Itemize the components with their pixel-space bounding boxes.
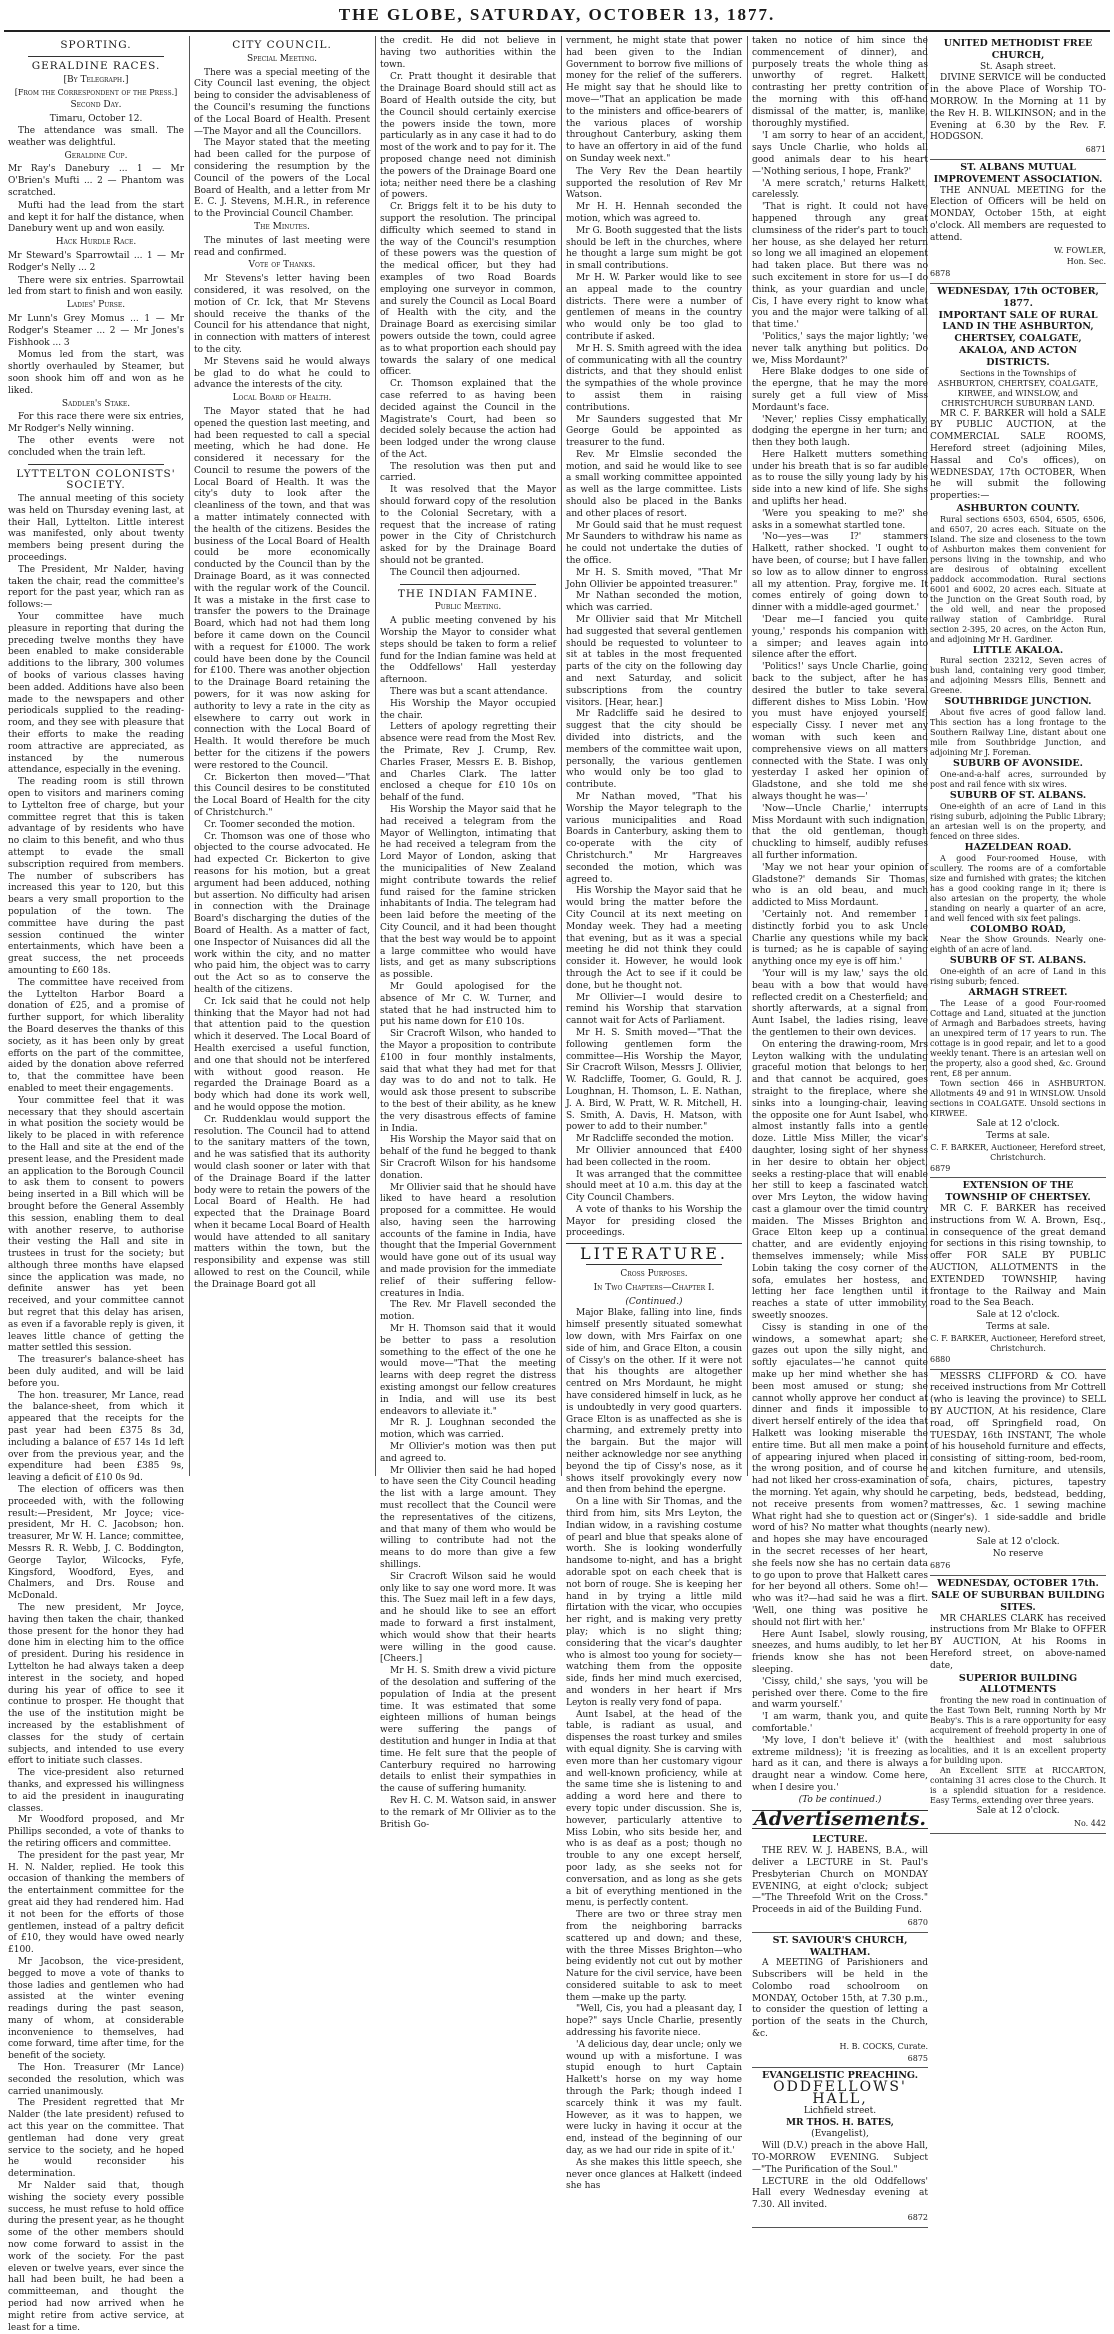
sale-terms: Terms at sale. [986, 1322, 1050, 1333]
lot-heading: SUBURB OF AVONSIDE. [953, 758, 1083, 770]
lot-text: Town section 466 in ASHBURTON. Allotments 49 and 91 in WINSLOW. Unsold sections in COALGATE. Unsold sections in KIRWEE. [930, 1079, 1106, 1119]
paragraph: 'No—yes—was I?' stammers Halkett, rather shocked. 'I ought to have been, of course; but I have fallen so low as to allow dinner to engross all my attention. Pray, forgive me. It comes entirely of going down to dinner with a middle-aged gourmet.' [752, 532, 928, 614]
section-heading: THE INDIAN FAMINE. [397, 587, 539, 600]
paragraph: Mr Gould apologised for the absence of Mr C. W. Turner, and stated that he had instructed him to put his name down for £10 10s. [380, 981, 556, 1028]
paragraph: His Worship the Mayor said that he had received a telegram from the Mayor of Wellington, intimating that he had received a telegram from the Lord Mayor of London, asking that the municipalities of New Zealand might contribute towards the relief fund raised for the famine stricken inhabitants of India. The telegram had been laid before the meeting of the City Council, and it had been thought that the best way would be to appoint a large committee who would have lists, and get as many subscriptions as possible. [380, 805, 556, 981]
paragraph: Your committee have much pleasure in reporting that during the preceding twelve months they have been enabled to make considerable additions to the library, 300 volumes of books of various classes having been added. Additions have also been made to the newspapers and other periodicals supplied to the reading-room, and they see with pleasure that their efforts to make the reading room attractive are appreciated, as instanced by the numerous attendance, especially in the evening. [8, 612, 184, 776]
divider [28, 464, 164, 465]
column-story-continued [752, 36, 928, 2223]
paragraph: 'A delicious day, dear uncle; only we wound up with a misfortune. I was stupid enough to hurt Captain Halkett's horse on my way home through the Park; though indeed I scarcely think it was my fault. However, as it was to happen, we were lucky in having it occur at the end, instead of the beginning of our day, as we had our ride in spite of it.' [566, 2039, 742, 2157]
column-rule [747, 36, 748, 1476]
paragraph: The Mayor stated that the meeting had been called for the purpose of considering the resumption by the Council of the powers of the Local Board of Health, and a letter from Mr E. C. J. Stevens, M.H.R., in reference to the Provincial Council Chamber. [194, 138, 370, 220]
paragraph: Mr Nathan seconded the motion, which was carried. [566, 591, 742, 614]
ad-title: SALE OF SUBURBAN BUILDING SITES. [931, 1589, 1105, 1613]
race-results: Mr Lunn's Grey Momus ... 1 — Mr Rodger's Steamer ... 2 — Mr Jones's Fishhook ... 3 [8, 313, 184, 348]
ad-evangelistic [752, 2068, 928, 2227]
ad-title: EVANGELISTIC PREACHING. [761, 2070, 919, 2082]
ad-text: THE ANNUAL MEETING for the Election of Officers will be held on MONDAY, October 15th, at eight o'clock. All members are requested to attend. [930, 185, 1106, 243]
day-label: Second Day. [70, 100, 122, 111]
paragraph: On entering the drawing-room, Mrs Leyton walking with the undulating graceful motion that belongs to her, and that cannot be acquired, goes straight to the fireplace, where she sinks into a lounging-chair, leaving the opposite one for Aunt Isabel, who almost instantly falls into a gentle doze. Little Miss Miller, the vicar's daughter, losing sight of her shyness in her desire to obtain her object, seeks a resting-place that will enable her still to keep a fascinated watch over Mrs Leyton, the widow having cast a glamour over the timid country maiden. The Misses Brighton and Grace Elton keep up a continual chatter, and are evidently enjoying themselves immensely; while Miss Lobin taking the cosy corner of the sofa, emulates her hostess, and letting her face lengthen until it reaches a state of utter immobility, sweetly snoozes. [752, 1039, 928, 1322]
story-continued: (Continued.) [625, 1296, 683, 1307]
paragraph: Cr. Ick said that he could not help thinking that the Mayor had not had that attention paid to the question which it deserved. The Local Board of Health exercised a useful function, and one that should not be interfered with without good reason. He regarded the Drainage Board as a body which had done its work well, and he would oppose the motion. [194, 996, 370, 1113]
paragraph: There was a special meeting of the City Council last evening, the object being to consider the advisableness of the Council's resuming the functions of the Local Board of Health. Present—The Mayor and all the Councillors. [194, 67, 370, 137]
paragraph: 'Cissy, child,' she says, 'you will be perished over there. Come to the fire and warm yourself.' [752, 1676, 928, 1711]
paragraph: The reading room is still thrown open to visitors and mariners coming to Lyttelton free of charge, but your committee regret that this is taken advantage of by residents who have no claim to this benefit, and who thus attempt to evade the small subscription required from members. The number of subscribers has increased this year to 120, but this bears a very small proportion to the population of the town. The committee have during the past session continued the winter entertainments, which have been a great success, the net proceeds amounting to £60 18s. [8, 777, 184, 976]
paragraph: As she makes this little speech, she never once glances at Halkett (indeed she has [566, 2157, 742, 2192]
dateline: Timaru, October 12. [49, 114, 143, 125]
paragraph: Mr G. Booth suggested that the lists should be left in the churches, where he thought a large sum might be got in small contributions. [566, 225, 742, 272]
ad-text: MR C. F. BARKER will hold a SALE BY PUBLIC AUCTION, at the COMMERCIAL SALE ROOMS, Hereford street (adjoining Miles, Hassal and Co's offices), on WEDNESDAY, 17th OCTOBER, When he will submit the following properties:— [930, 408, 1106, 502]
divider [400, 584, 536, 585]
paragraph: Mr Ollivier then said he had hoped to have seen the City Council heading the list with a large amount. They must recollect that the Council were the representatives of the citizens, and that many of them who would be willing to contribute had not the means to do more than give a few shillings. [380, 1465, 556, 1570]
paragraph: Mr H. S. Smith drew a vivid picture of the desolation and suffering of the population of India at the present time. It was estimated that some eighteen millions of human beings were suffering the pangs of destitution and hunger in India at that time. He felt sure that the people of Canterbury required no harrowing details to enlist their sympathies in the cause of suffering humanity. [380, 1666, 556, 1795]
paragraph: Mr Gould said that he must request Mr Saunders to withdraw his name as he could not undertake the duties of the office. [566, 520, 742, 567]
race-results: Mr Steward's Sparrowtail ... 1 — Mr Rodger's Nelly ... 2 [8, 250, 184, 273]
ad-lecture [752, 1832, 928, 1932]
paragraph: The resolution was then put and carried. [380, 461, 556, 484]
paragraph: Letters of apology regretting their absence were read from the Most Rev. the Primate, Rev J. Crump, Rev. Charles Fraser, Messrs E. B. Bishop, and Charles Clark. The latter enclosed a cheque for £10 10s on behalf of the fund. [380, 722, 556, 804]
paragraph: Here Aunt Isabel, slowly rousing, sneezes, and hums audibly, to let her friends know she has not been sleeping. [752, 1629, 928, 1675]
ad-text: A MEETING of Parishioners and Subscribers will be held in the Colombo road schoolroom on MONDAY, October 15th, at 7.30 p.m., to consider the question of letting a portion of the seats in the Church, &c. [752, 1958, 928, 2040]
paragraph: The Hon. Treasurer (Mr Lance) seconded the resolution, which was carried unanimously. [8, 2063, 184, 2097]
paragraph: "Well, Cis, you had a pleasant day, I hope?" says Uncle Charlie, presently addressing his favorite niece. [566, 2004, 742, 2039]
lot-text: One-and-a-half acres, surrounded by post and rail fence with six wires. [930, 770, 1106, 790]
ad-signature: H. B. COCKS, Curate. [839, 2041, 928, 2051]
ad-number: 6875 [907, 2053, 928, 2063]
race-heading: Hack Hurdle Race. [55, 237, 137, 248]
paragraph: 'Were you speaking to me?' she asks in a somewhat startled tone. [752, 508, 928, 531]
paragraph: Cissy is standing in one of the windows, a somewhat apart; she gazes out upon the silly night, and softly ejaculates—'he cannot quite make up her mind whether she has been most amused or stung; she cannot wholly approve her conduct at dinner and finds it impossible to divert herself entirely of the idea that Halkett was looking miserable the entire time. But all men make a point of appearing injured when placed in the wrong position, and of course he had not liked her cross-examination of the morning. Yet again, why should he not receive presents from women? What right had she to question act or word of his? No matter what thoughts and hopes she may have encouraged in the secret recesses of her heart, she feels now she has no certain data to go upon to prove that Halkett cares for her beyond all others. Some oh!—who was it?—had said he was a flirt. 'Well, one thing was positive he should not flirt with her.' [752, 1322, 928, 1628]
lot-heading: SUBURB OF ST. ALBANS. [949, 955, 1087, 967]
paragraph: Your committee feel that it was necessary that they should ascertain in what position the society would be likely to be placed in with reference to the Hall and site at the end of the present lease, and the President made an application to the Borough Council to ask them to consent to powers being inserted in a Bill which will be brought before the General Assembly this session, enabling them to deal with another reserve, to authorise their vesting the Hall and site in trustees in trust for the society; but although three months have elapsed since the application was made, no definite answer has yet been received, and your committee cannot but regret that this delay has arisen, as even if a favorable reply is given, it leaves little chance of getting the matter settled this session. [8, 1095, 184, 1354]
paragraph: Mr Ollivier's motion was then put and agreed to. [380, 1442, 556, 1464]
section-subheading: GERALDINE RACES. [31, 59, 161, 72]
lot-text: An Excellent SITE at RICCARTON, containing 31 acres close to the Church. It is a splendid situation for a residence. Easy Terms, extending over three years. [930, 1766, 1106, 1806]
lot-text: One-eighth of an acre of Land in this rising suburb, adjoining the Public Library; an artesian well is on the property, and fenced on three sides. [930, 801, 1106, 841]
race-heading: Saddler's Stake. [61, 398, 131, 409]
sale-terms: Terms at sale. [986, 1130, 1050, 1141]
section-subheading: Public Meeting. [434, 602, 502, 613]
ad-title: ST. ALBANS MUTUAL IMPROVEMENT ASSOCIATION. [933, 161, 1103, 185]
ad-subtitle: Sections in the Townships of ASHBURTON, CHERTSEY, COALGATE, KIRWEE, and WINSLOW, and CHRISTCHURCH SUBURBAN LAND. [937, 368, 1099, 408]
paragraph: Here Blake dodges to one side of the epergne, that he may the more surely get a full view of Miss Mordaunt's face. [752, 367, 928, 413]
paragraph: Cr. Thomson was one of those who objected to the course advocated. He had expected Cr. Bickerton to give reasons for his motion, but a great argument had been adduced, nothing but assertion. No difficulty had arisen in connection with the Drainage Board's discharging the duties of the Board of Health. As a matter of fact, one Inspector of Nuisances did all the work within the city, and no matter who paid him, the object was to carry out the Act so as to conserve the health of the citizens. [194, 831, 370, 995]
subsection-heading: Local Board of Health. [232, 393, 332, 404]
paragraph: Mr H. W. Parker would like to see an appeal made to the country districts. There were a number of gentlemen of means in the country who would only be too glad to contribute if asked. [566, 272, 742, 342]
ad-suburban-sites [930, 1576, 1106, 1834]
race-heading: Ladies' Purse. [66, 300, 126, 311]
paragraph: The Council then adjourned. [390, 567, 521, 578]
paragraph: The president for the past year, Mr H. N. Nalder, replied. He took this occasion of thanking the members of the entertainment committee for the great aid they had rendered him. Had it not been for the efforts of those gentlemen, instead of a paltry deficit of £10, they would have owed nearly £100. [8, 1850, 184, 1956]
paragraph: vernment, he might state that power had been given to the Indian Government to borrow five millions of money for the relief of the sufferers. He might say that he should like to move—"That an application be made to the ministers and office-bearers of the various places of worship throughout Canterbury, asking them to have an offertory in aid of the fund on Sunday week next." [566, 36, 742, 164]
paragraph: The new president, Mr Joyce, having then taken the chair, thanked those present for the honor they had done him in electing him to the office of president. During his residence in Lyttelton he had always taken a deep interest in the society, and hoped during his year of office to see it continue to prosper. He thought that the use of the institution might be increased by the establishment of classes for the study of certain subjects, and intended to use every effort to initiate such classes. [8, 1603, 184, 1767]
ad-address: Lichfield street. [803, 2105, 877, 2116]
paragraph: Mr Saunders suggested that Mr George Gould be appointed as treasurer to the fund. [566, 414, 742, 449]
masthead [0, 0, 1114, 32]
sale-time: Sale at 12 o'clock. [976, 1310, 1060, 1321]
ad-role: Hon. Sec. [1066, 257, 1106, 267]
paragraph: Mr Radcliffe seconded the motion. [576, 1134, 734, 1145]
paragraph: There was but a scant attendance. [390, 687, 548, 698]
paragraph: Mr H. S. Smith moved—"That the following gentlemen form the committee—His Worship the Mayor, Sir Cracroft Wilson, Messrs J. Ollivier, W. Radcliffe, Toomer, G. Gould, R. J. Loughnan, H. Thomson, L. E. Nathan, J. A. Bird, W. Pratt, W. R. Mitchell, H. S. Smith, A. Davis, H. Matson, with power to add to their number." [566, 1027, 742, 1133]
paragraph: Here Halkett mutters something under his breath that is so far audible as to rouse the silly young lady by his side into a new kind of life. She sighs and uplifts her head. [752, 449, 928, 508]
paragraph: Rev. Mr Elmslie seconded the motion, and said he would like to see a small working committee appointed as well as the large committee. Lists should also be placed in the Banks and other places of resort. [566, 449, 742, 519]
ad-number: 6880 [930, 1354, 951, 1364]
paragraph: For this race there were six entries, Mr Rodger's Nelly winning. [8, 412, 184, 435]
sale-time: Sale at 12 o'clock. [976, 1536, 1060, 1547]
ad-number: 6872 [907, 2213, 928, 2223]
paragraph: Cr. Ruddenklau would support the resolution. The Council had to attend to the sanitary matters of the town, and he was satisfied that its authority would clash sooner or later with that of the Drainage Board if the latter body were to retain the powers of the Local Board of Health. He had expected that the Drainage Board when it became Local Board of Health would have attended to all sanitary matters within the town, but the responsibility and expense was still allowed to rest on the Council, while the Drainage Board got all [194, 1114, 370, 1290]
paragraph: Mr Stevens's letter having been considered, it was resolved, on the motion of Cr. Ick, that Mr Stevens should receive the thanks of the Council for his attendance that night, in connection with matters of interest to the city. [194, 274, 370, 355]
paragraph: the credit. He did not believe in having two authorities within the town. [380, 36, 556, 70]
ad-date: WEDNESDAY, 17th OCTOBER, 1877. [937, 285, 1099, 309]
lot-heading: SUPERIOR BUILDING ALLOTMENTS [958, 1672, 1078, 1696]
paragraph: 'Politics!' says Uncle Charlie, going back to the subject, after he has desired the butler to take several different dishes to Miss Lobin. 'How you must have enjoyed yourself; especially Cissy. I never met any woman with such keen and comprehensive views on all matters connected with the State. I was only yesterday I asked her opinion of Gladstone, and she told me she always thought he was—' [752, 662, 928, 802]
paragraph: The hon. treasurer, Mr Lance, read the balance-sheet, from which it appeared that the receipts for the past year had been £375 8s 3d, including a balance of £57 14s 1d left over from the previous year, and the expenditure had been £385 9s, leaving a deficit of £10 0s 9d. [8, 1390, 184, 1484]
section-heading: LITERATURE. [580, 1244, 728, 1264]
paragraph: Cr. Pratt thought it desirable that the Drainage Board should still act as Board of Health outside the city, but the Council should certainly exercise the powers inside the town, more particularly as in any case it had to do most of the work and to pay for it. The proposed change need not diminish the powers of the Drainage Board one iota; neither need there be a clashing of powers. [380, 72, 557, 201]
race-heading: Geraldine Cup. [64, 150, 128, 161]
column-sporting [8, 36, 184, 2333]
paragraph: Mufti had the lead from the start and kept it for half the distance, when Danebury went up and won easily. [8, 200, 184, 235]
ad-title: EXTENSION OF THE TOWNSHIP OF CHERTSEY. [945, 1180, 1091, 1204]
source-line: [From the Correspondent of the Press.] [14, 88, 178, 98]
ad-venue: ODDFELLOWS' HALL, [773, 2079, 907, 2108]
section-subheading: Special Meeting. [247, 53, 317, 64]
paragraph: 'My love, I don't believe it' (with extreme mildness); 'it is freezing as hard as it can, and there is always a draught near a window. Come here, when I desire you.' [752, 1735, 928, 1793]
paragraph: 'Never,' replies Cissy emphatically, dodging the epergne in her turn; and then they both laugh. [752, 414, 928, 449]
divider [28, 56, 164, 57]
byline: [By Telegraph.] [63, 74, 129, 85]
subsection-heading: The Minutes. [254, 221, 310, 232]
paragraph: Cr. Bickerton then moved—"That this Council desires to be constituted the Local Board of Health for the city of Christchurch." [194, 772, 370, 818]
divider [586, 1264, 722, 1265]
ad-methodist [930, 36, 1106, 160]
paragraph: A public meeting convened by his Worship the Mayor to consider what steps should be taken to form a relief fund for the Indian famine was held at the Oddfellows' Hall yesterday afternoon. [380, 616, 556, 686]
paragraph: 'Now—Uncle Charlie,' interrupts Miss Mordaunt with such indignation, that the old gentleman, though chuckling to himself, audibly refuses all further information. [752, 803, 928, 861]
masthead-rule [4, 30, 1110, 32]
advertisements-heading: Advertisements. [753, 1807, 927, 1830]
paragraph: There were six entries. Sparrowtail led from start to finish and won easily. [8, 275, 184, 298]
paragraph: His Worship the Mayor said that on behalf of the fund he begged to thank Sir Cracroft Wilson for his handsome donation. [380, 1135, 556, 1181]
ad-text: MESSRS CLIFFORD & CO. have received instructions from Mr Cottrell (who is leaving the province) to SELL BY AUCTION, At his residence, Clare road, off Springfield road, On TUESDAY, 16th INSTANT, The whole of his household furniture and effects, consisting of sitting-room, bed-room, and kitchen furniture, and utensils, sofa, chairs, pictures, tapestry carpeting, beds, bedstead, bedding, mattresses, &c. 1 sewing machine (Singer's). 1 side-saddle and bridle (nearly new). [930, 1371, 1106, 1535]
subsection-heading: Vote of Thanks. [248, 260, 316, 271]
ad-date: WEDNESDAY, OCTOBER 17th. [937, 1578, 1099, 1590]
paragraph: Mr Radcliffe said he desired to suggest that the city should be divided into districts, and the members of the committee wait upon, personally, the various gentlemen who would only be too glad to contribute. [566, 709, 742, 791]
lot-text: A good Four-roomed House, with scullery. The rooms are of a comfortable size and furnished with grates; the kitchen has a good cooking range in it; there is also artesian on the property, the whole standing on nearly a quarter of an acre, and well fenced with six feet palings. [930, 853, 1106, 923]
ad-text: LECTURE in the old Oddfellows' Hall every Wednesday evening at 7.30. All invited. [752, 2176, 928, 2211]
paragraph: 'Politics,' says the major lightly; 'we never talk anything but politics. Do we, Miss Mordaunt?' [752, 331, 928, 366]
paragraph: Sir Cracroft Wilson said he would only like to say one word more. It was this. The Suez mail left in a few days, and he should like to see an effort made to forward a first instalment, which would show that their hearts were willing in the good cause. [Cheers.] [380, 1571, 556, 1665]
paragraph: Momus led from the start, was shortly overhauled by Steamer, but soon shook him off and won as he liked. [8, 350, 184, 396]
ad-number: 6870 [907, 1917, 928, 1927]
paragraph: Mr Ollivier—I would desire to remind his Worship that starvation cannot wait for Acts of Parliament. [566, 992, 742, 1027]
paragraph: Mr H. H. Hennah seconded the motion, which was agreed to. [566, 202, 742, 224]
paragraph: On a line with Sir Thomas, and the third from him, sits Mrs Leyton, the Indian widow, in a ravishing costume of pearl and blue that speaks alone of worth. She is looking wonderfully handsome to-night, and has a bright adorable spot on each cheek that is not born of rouge. She is keeping her hand in by trying a little mild flirtation with the vicar, who occupies her right, and is making very pretty play; which is no slight thing; considering that the vicar's daughter who is almost too young for society—watching them from the opposite side, finds her mind much exercised, and wonders in her heart if Mrs Leyton is really very fond of papa. [566, 1497, 742, 1708]
paragraph: Mr Ollivier said that he should have liked to have heard a resolution proposed for a committee. He would also, having seen the harrowing accounts of the famine in India, have thought that the Imperial Government would have gone out of its usual way and made provision for the immediate relief of their suffering fellow-creatures in India. [380, 1182, 556, 1299]
ad-number: 6878 [930, 269, 951, 279]
lot-heading: LITTLE AKALOA. [972, 644, 1064, 656]
ad-st-saviours [752, 1933, 928, 2069]
ad-address: St. Asaph street. [979, 61, 1057, 72]
paragraph: Mr Nalder said that, though wishing the society every possible success, he must refuse to hold office during the present year, as he thought some of the other members should now come forward to assist in the work of the society. For the past eleven or twelve years, ever since the hall had been built, he had been a committeeman, and thought the period had now arrived when he might retire from active service, at least for a time. [8, 2181, 184, 2333]
paragraph: The Very Rev the Dean heartily supported the resolution of Rev Mr Watson. [566, 166, 742, 201]
paragraph: It was resolved that the Mayor should forward copy of the resolution to the Colonial Secretary, with a request that the increase of rating power in the City of Christchurch asked for by the Drainage Board should not be granted. [380, 485, 556, 567]
paragraph: 'Certainly not. And remember I distinctly forbid you to ask Uncle Charlie any questions while my back is turned; as he is capable of saying anything once my eye is off him.' [752, 909, 928, 968]
ad-signature: C. F. BARKER, Auctioneer, Hereford street, Christchurch. [930, 1142, 1106, 1162]
lot-text: About five acres of good fallow land. This section has a long frontage to the Southern Railway Line, distant about one mile from Southbridge Junction, and adjoining Mr J. Foreman. [930, 708, 1106, 758]
ad-text: Will (D.V.) preach in the above Hall, TO-MORROW EVENING. Subject—"The Purification of the Soul." [752, 2141, 928, 2175]
ad-title: LECTURE. [812, 1834, 868, 1846]
paragraph: Mr H. S. Smith agreed with the idea of communicating with all the country districts, and that they should enlist the sympathies of the whole province to assist them in raising contributions. [566, 343, 742, 413]
paragraph: 'I am warm, thank you, and quite comfortable.' [752, 1712, 928, 1734]
sale-time: Sale at 12 o'clock. [976, 1119, 1060, 1130]
lot-text: The Lease of a good Four-roomed Cottage and Land, situated at the junction of Armagh and Barbadoes streets, having an unexpired term of 17 years to run. The cottage is in good repair, and let to a good weekly tenant. There is an artesian well on the property, also a good shed, &c. Ground rent, £8 per annum. [930, 999, 1106, 1079]
paragraph: The annual meeting of this society was held on Thursday evening last, at their Hall, Lyttelton. Little interest was manifested, only about twenty members being present during the proceedings. [8, 494, 184, 564]
paragraph: 'May we not hear your opinion of Gladstone?' demands Sir Thomas, who is an old beau, and much addicted to Miss Mordaunt. [752, 862, 928, 909]
paragraph: A vote of thanks to his Worship the Mayor for presiding closed the proceedings. [566, 1204, 742, 1239]
lot-text: Near the Show Grounds. Nearly one-eighth of an acre of land. [930, 935, 1106, 955]
paragraph: The President, Mr Nalder, having taken the chair, read the committee's report for the past year, which ran as follows:— [8, 564, 184, 611]
paragraph: taken no notice of him since the commencement of dinner), and purposely treats the whole thing as unworthy of regret. Halkett, contrasting her pretty contrition of the morning with this off-hand dismissal of the matter, is, manlike, thoroughly mystified. [752, 36, 928, 129]
ad-title: ST. SAVIOUR'S CHURCH, WALTHAM. [772, 1934, 908, 1958]
paragraph: Rev H. C. M. Watson said, in answer to the remark of Mr Ollivier as to the British Go- [380, 1795, 556, 1830]
paragraph: The minutes of last meeting were read and confirmed. [194, 235, 370, 258]
ad-text: DIVINE SERVICE will be conducted in the above Place of Worship TO-MORROW. In the Morning at 11 by the Rev H. B. WILKINSON; and in the Evening at 6.30 by the Rev. F. HODGSON. [930, 73, 1106, 143]
ad-rural-land-sale [930, 284, 1106, 1179]
ad-title: IMPORTANT SALE OF RURAL LAND IN THE ASHBURTON, CHERTSEY, COALGATE, AKALOA, AND ACTON DISTRICTS. [938, 309, 1098, 368]
ad-number: 6879 [930, 1163, 951, 1173]
paragraph: Mr Jacobson, the vice-president, begged to move a vote of thanks to those ladies and gentlemen who had assisted at the winter evening readings during the past season, many of whom, at considerable inconvenience to themselves, had come forward, time after time, for the benefit of the society. [8, 1956, 184, 2062]
paragraph: 'Dear me—I fancied you quite young,' responds his companion with a simper; and leaves again into silence after the effort. [752, 615, 928, 661]
paragraph: His Worship the Mayor occupied the chair. [380, 698, 556, 721]
paragraph: Mr Stevens said he would always be glad to do what he could to advance the interests of the city. [194, 356, 370, 391]
to-be-continued: (To be continued.) [798, 1794, 882, 1805]
paragraph: There are two or three stray men from the neighboring barracks scattered up and down; and these, with the three Misses Brighton—who being evidently not cut out by mother Nature for the civil service, have been considered suitable to ask to meet them —make up the party. [566, 1910, 742, 2003]
paragraph: Mr R. J. Loughnan seconded the motion, which was carried. [380, 1418, 556, 1441]
ad-chertsey-extension [930, 1178, 1106, 1369]
paragraph: The attendance was small. The weather was delightful. [8, 125, 184, 148]
lot-heading: ASHBURTON COUNTY. [956, 502, 1080, 514]
lot-heading: SUBURB OF ST. ALBANS. [949, 790, 1087, 802]
ad-number: 6876 [930, 1561, 951, 1571]
ad-st-albans-association [930, 160, 1106, 284]
ad-preacher: MR THOS. H. BATES, [786, 2117, 894, 2128]
ad-number: 6871 [1085, 145, 1106, 155]
paragraph: The treasurer's balance-sheet has been duly audited, and will be laid before you. [8, 1355, 184, 1389]
paragraph: The Rev. Mr Flavell seconded the motion. [380, 1300, 556, 1323]
ad-signature: W. FOWLER, [1054, 245, 1106, 255]
column-rule [561, 36, 562, 1476]
paragraph: 'I am sorry to hear of an accident,' says Uncle Charlie, who holds all good animals dear to his heart—'Nothing serious, I hope, Frank?' [752, 131, 928, 177]
ad-title: UNITED METHODIST FREE CHURCH, [943, 38, 1093, 61]
paragraph: 'That is right. It could not have happened through any great clumsiness of the rider's part to touch her house, as she delayed her return so long we all imagined an elopement had taken place. But there was no such excitement in store for us—I do think, as your guardian and uncle, Cis, I have every right to know what you and the major were talking of all that time.' [752, 202, 928, 331]
paragraph: The election of officers was then proceeded with, with the following result:—President, Mr Joyce; vice-president, Mr H. C. Jacobson; hon. treasurer, Mr W. H. Lance; committee, Messrs R. R. Webb, J. C. Boddington, George Taylor, Wilcocks, Fyfe, Kingsford, Woodford, Eyes, and Chalmers, and Drs. Rouse and McDonald. [8, 1485, 184, 1602]
column-city-council [194, 36, 370, 1476]
lot-text: One-eighth of an acre of Land in this rising suburb; fenced. [930, 967, 1106, 987]
sale-time: Sale at 12 o'clock. [976, 1806, 1060, 1817]
paragraph: 'A mere scratch,' returns Halkett, carelessly. [752, 178, 928, 201]
section-heading: CITY COUNCIL. [232, 39, 332, 51]
paragraph: Cr. Briggs felt it to be his duty to support the resolution. The principal difficulty which seemed to stand in the way of the Council's resumption of these powers was the question of the medical officer, but they had examples of two Road Boards employing one surveyor in common, and surely the Council as Local Board of Health with the city, and the Drainage Board as exercising similar powers outside the town, could agree as to what proportion each should pay towards the salary of one medical officer. [380, 202, 556, 378]
lot-heading: HAZELDEAN ROAD. [964, 841, 1072, 853]
lot-text: fronting the new road in continuation of the East Town Belt, running North by Mr Beaby's. This is a rare opportunity for easy acquirement of freehold property in one of the healthiest and most salubrious localities, and it is an excellent property for building upon. [930, 1696, 1106, 1766]
story-title: Cross Purposes. [620, 1269, 688, 1280]
race-results: Mr Ray's Danebury ... 1 — Mr O'Brien's Mufti ... 2 — Phantom was scratched. [8, 164, 184, 198]
story-chapter: In Two Chapters—Chapter I. [593, 1282, 715, 1293]
column-rule [375, 36, 376, 1476]
ad-text: MR C. F. BARKER has received instructions from W. A. Brown, Esq., in consequence of the great demand for sections in this rising township, to offer FOR SALE BY PUBLIC AUCTION, ALLOTMENTS in the EXTENDED TOWNSHIP, having frontage to the Railway and Main road to the Sea Beach. [930, 1204, 1106, 1309]
lot-heading: COLOMBO ROAD, [970, 923, 1066, 935]
paragraph: The vice-president also returned thanks, and expressed his willingness to aid the president in inaugurating classes. [8, 1768, 184, 1814]
paragraph: Mr Ollivier said that Mr Mitchell had suggested that several gentlemen should be requested to volunteer to sit at tables in the most frequented parts of the city on the following day and next Saturday, and solicit subscriptions from the country visitors. [Hear, hear.] [566, 615, 742, 708]
lot-heading: ARMAGH STREET. [968, 987, 1068, 999]
paragraph: Mr H. Thomson said that it would be better to pass a resolution something to the effect of the one he would move—"That the meeting learns with deep regret the distress existing amongst our fellow creatures in India, and will use its best endeavors to alleviate it." [380, 1324, 556, 1417]
section-heading: SPORTING. [60, 39, 132, 51]
paragraph: Major Blake, falling into line, finds himself presently situated somewhat low down, with Mrs Fairfax on one side of him, and Grace Elton, a cousin of Cissy's on the other. If it were not that his thoughts are altogether centred on Mrs Mordaunt, he might have considered himself in luck, as he is undoubtedly in very good quarters. Grace Elton is as unaffected as she is charming, and extremely pretty into the bargain. But the major will neither acknowledge nor see anything beyond the tip of Cissy's nose, as it shows itself provokingly every now and then from behind the epergne. [566, 1308, 742, 1496]
ad-signature: C. F. BARKER, Auctioneer, Hereford street, Christchurch. [930, 1333, 1106, 1353]
paragraph: Mr Nathan moved, "That his Worship the Mayor telegraph to the various municipalities and Road Boards in Canterbury, asking them to co-operate with the city of Christchurch." Mr Hargreaves seconded the motion, which was agreed to. [566, 792, 742, 885]
paragraph: The other events were not concluded when the train left. [8, 435, 184, 458]
paragraph: The President regretted that Mr Nalder (the late president) refused to act this year on the committee. That gentleman had done very great service to the society, and he hoped he would reconsider his determination. [8, 2098, 184, 2180]
lot-text: Rural sections 6503, 6504, 6505, 6506, and 6507, 20 acres each. Situate on the Island. The size and closeness to the town of Ashburton makes them convenient for persons living in the township, and who are desirous of obtaining excellent paddock accommodation. Rural sections 6001 and 6002, 20 acres each. Situate at the Junction on the Great South road, by the old well, and near the proposed railway station of Cambridge. Rural section 2-395, 20 acres, on the Acton Run, and adjoining Mr H. Gardiner. [930, 514, 1106, 644]
paragraph: His Worship the Mayor said that he would bring the matter before the City Council at its next meeting on Monday week. They had a meeting that evening, but as it was a special meeting he did not think they could consider it. However, he would look through the Act to see if it could be done, but he thought not. [566, 886, 742, 991]
lot-text: Rural section 23212, Seven acres of bush land, containing very good timber, and adjoining Messrs Ellis, Bennett and Greene. [930, 656, 1106, 696]
column-advertisements [930, 36, 1106, 1828]
paragraph: The committee have received from the Lyttelton Harbor Board a donation of £25, and a promise of further support, for which liberality the Board deserves the thanks of this society, as it has been only by great efforts on the part of the committee, aided by the donation above referred to, that the committee have been enabled to meet their engagements. [8, 977, 184, 1094]
paragraph: Cr. Thomson explained that the case referred to as having been decided against the Council in the Magistrate's Court, had been so decided solely because the action had been lodged under the wrong clause of the Act. [380, 379, 556, 460]
paragraph: Aunt Isabel, at the head of the table, is radiant as usual, and dispenses the roast turkey and smiles with equal dignity. She is carving with even more than her customary vigour and well-known proficiency, while at the same time she is listening to and adding a word here and there to every topic under discussion. She is, however, particularly attentive to Miss Lobin, who sits beside her, and who is as deaf as a post; though no trouble to any one except herself, poor lady, as she seeks not for conversation, and as long as she gets a bit of everything mentioned in the menu, is perfectly content. [566, 1709, 742, 1909]
paragraph: It was arranged that the committee should meet at 10 a.m. this day at the City Council Chambers. [566, 1169, 742, 1204]
ad-role: (Evangelist), [811, 2129, 869, 2140]
ad-text: MR CHARLES CLARK has received instructions from Mr Blake to OFFER BY AUCTION, At his Rooms in Hereford street, on above-named date, [930, 1613, 1106, 1671]
column-literature [566, 36, 742, 2192]
ad-number: No. 442 [1073, 1818, 1106, 1828]
lot-heading: SOUTHBRIDGE JUNCTION. [944, 696, 1092, 708]
column-rule [189, 36, 190, 1476]
paragraph: Mr Woodford proposed, and Mr Phillips seconded, a vote of thanks to the retiring officers and committee. [8, 1815, 184, 1849]
section-heading: LYTTELTON COLONISTS' SOCIETY. [16, 467, 176, 492]
column-indian-famine [380, 36, 557, 1830]
paragraph: Cr. Toomer seconded the motion. [204, 819, 356, 830]
paragraph: Mr H. S. Smith moved, "That Mr John Ollivier be appointed treasurer." [566, 567, 742, 590]
paragraph: Sir Cracroft Wilson, who handed to the Mayor a proposition to contribute £100 in four monthly instalments, said that what they had met for that day was to do and not to talk. He would ask those present to subscribe to the best of their ability, as he knew the very disastrous effects of famine in India. [380, 1029, 556, 1134]
page-title: THE GLOBE, SATURDAY, OCTOBER 13, 1877. [338, 5, 776, 24]
sale-reserve: No reserve [992, 1548, 1044, 1559]
paragraph: Mr Ollivier announced that £400 had been collected in the room. [566, 1145, 742, 1168]
ad-clifford [930, 1370, 1106, 1577]
paragraph: The Mayor stated that he had opened the question last meeting, and had been requested to call a special meeting, which he had done. He considered it necessary for the Council to resume the powers of the Local Board of Health. It was the city's duty to look after the cleanliness of the town, and that was a matter intimately connected with the health of the citizens. Besides the business of the Local Board of Health could be more economically conducted by the Council than by the Drainage Board, as it was connected with the regular work of the Council. It was a mistake in the first case to transfer the powers to the Drainage Board, which had not had them long before it came down on the Council with a request for £1000. The work could have been done by the Council for £100. There was another objection to the Drainage Board retaining the powers, for it was now asking for authority to levy a rate in the city as elsewhere to carry out work in connection with the Local Board of Health. It would therefore be much better for the citizens if the powers were restored to the Council. [194, 406, 370, 771]
paragraph: 'Your will is my law,' says the old beau with a bow that would have reflected credit on a Chesterfield; and shortly afterwards, at a signal from Aunt Isabel, the ladies rising, leave the gentlemen to their own devices. [752, 968, 928, 1038]
ad-text: THE REV. W. J. HABENS, B.A., will deliver a LECTURE in St. Paul's Presbyterian Church on MONDAY EVENING, at eight o'clock; subject—"The Threefold Writ on the Cross." Proceeds in aid of the Building Fund. [752, 1846, 928, 1916]
